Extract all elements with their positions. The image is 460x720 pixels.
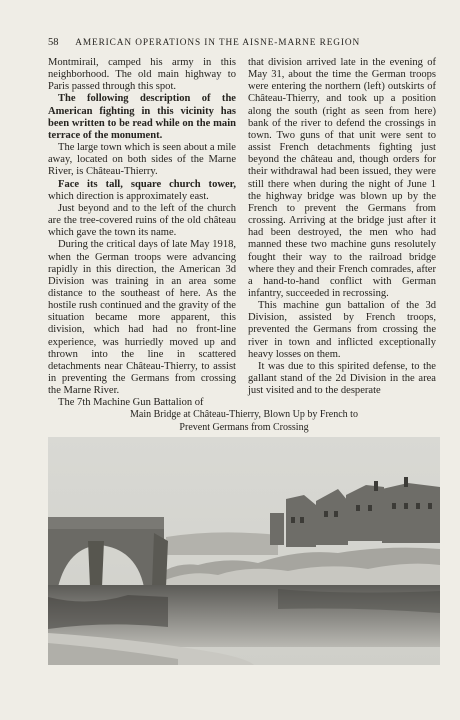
photo-caption xyxy=(48,409,440,434)
bridge-photograph xyxy=(48,437,440,665)
right-column xyxy=(248,57,436,397)
running-header xyxy=(48,37,416,48)
paragraph: The large town which is seen about a mile away, located on both sides of the Marne River, is Château-Thierry. xyxy=(48,142,236,178)
caption-line: Prevent Germans from Crossing xyxy=(179,421,309,433)
page-number: 58 xyxy=(48,37,59,48)
paragraph: Montmirail, camped his army in this neighborhood. The old main highway to Paris passed through this spot. xyxy=(48,57,236,93)
running-title: AMERICAN OPERATIONS IN THE AISNE-MARNE REGION xyxy=(75,38,361,48)
paragraph: The 7th Machine Gun Battalion of xyxy=(58,397,204,409)
paragraph: Just beyond and to the left of the church are the tree-covered ruins of the old château which gave the town its name. xyxy=(48,202,236,239)
paragraph-bold: The following description of the American fighting in this vicinity has been written to be read while on the main terrace of the monument. xyxy=(48,93,236,141)
left-column xyxy=(48,57,236,410)
paragraph: This machine gun battalion of the 3d Division, assisted by French troops, prevented the Germans from crossing the river in town and inflicted exceptionally heavy losses on them. xyxy=(248,300,436,360)
paragraph: It was due to this spirited defense, to the gallant stand of the 2d Division in the area just visited and to the desperate xyxy=(248,360,436,397)
plain-phrase: which direction is approximately east. xyxy=(48,190,209,202)
paragraph: During the critical days of late May 1918, when the German troops were advancing rapidly in this direction, the American 3d Division was training in an area some distance to the southeast of here. As the hostile rush continued and the gravity of the situation became more apparent, this division, which had had no front-line experience, was hurriedly moved up and thrown into the line in scattered detachments near Château-Thierry, to assist in preventing the Germans from crossing the Marne River. xyxy=(48,239,236,397)
paragraph: that division arrived late in the evening of May 31, about the time the German troops were entering the northern (left) outskirts of Château-Thierry, and took up a position along the south (right as seen from here) bank of the river to defend the crossings in town. Two guns of that unit were sent to assist French detachments fighting just beyond the château and, though orders for their withdrawal had been issued, they were still there when during the night of June 1 the highway bridge was blown up by the French to prevent the Germans from crossing. Arriving at the bridge just after it had been destroyed, the men who had manned these two machine guns resolutely fought their way to the railroad bridge where they and their French comrades, after a hand-to-hand conflict with German infantry, succeeded in recrossing. xyxy=(248,57,436,299)
caption-line: Main Bridge at Château-Thierry, Blown Up by French to xyxy=(130,409,358,420)
bold-phrase: Face its tall, square church tower, xyxy=(58,178,236,190)
paragraph xyxy=(48,179,236,203)
